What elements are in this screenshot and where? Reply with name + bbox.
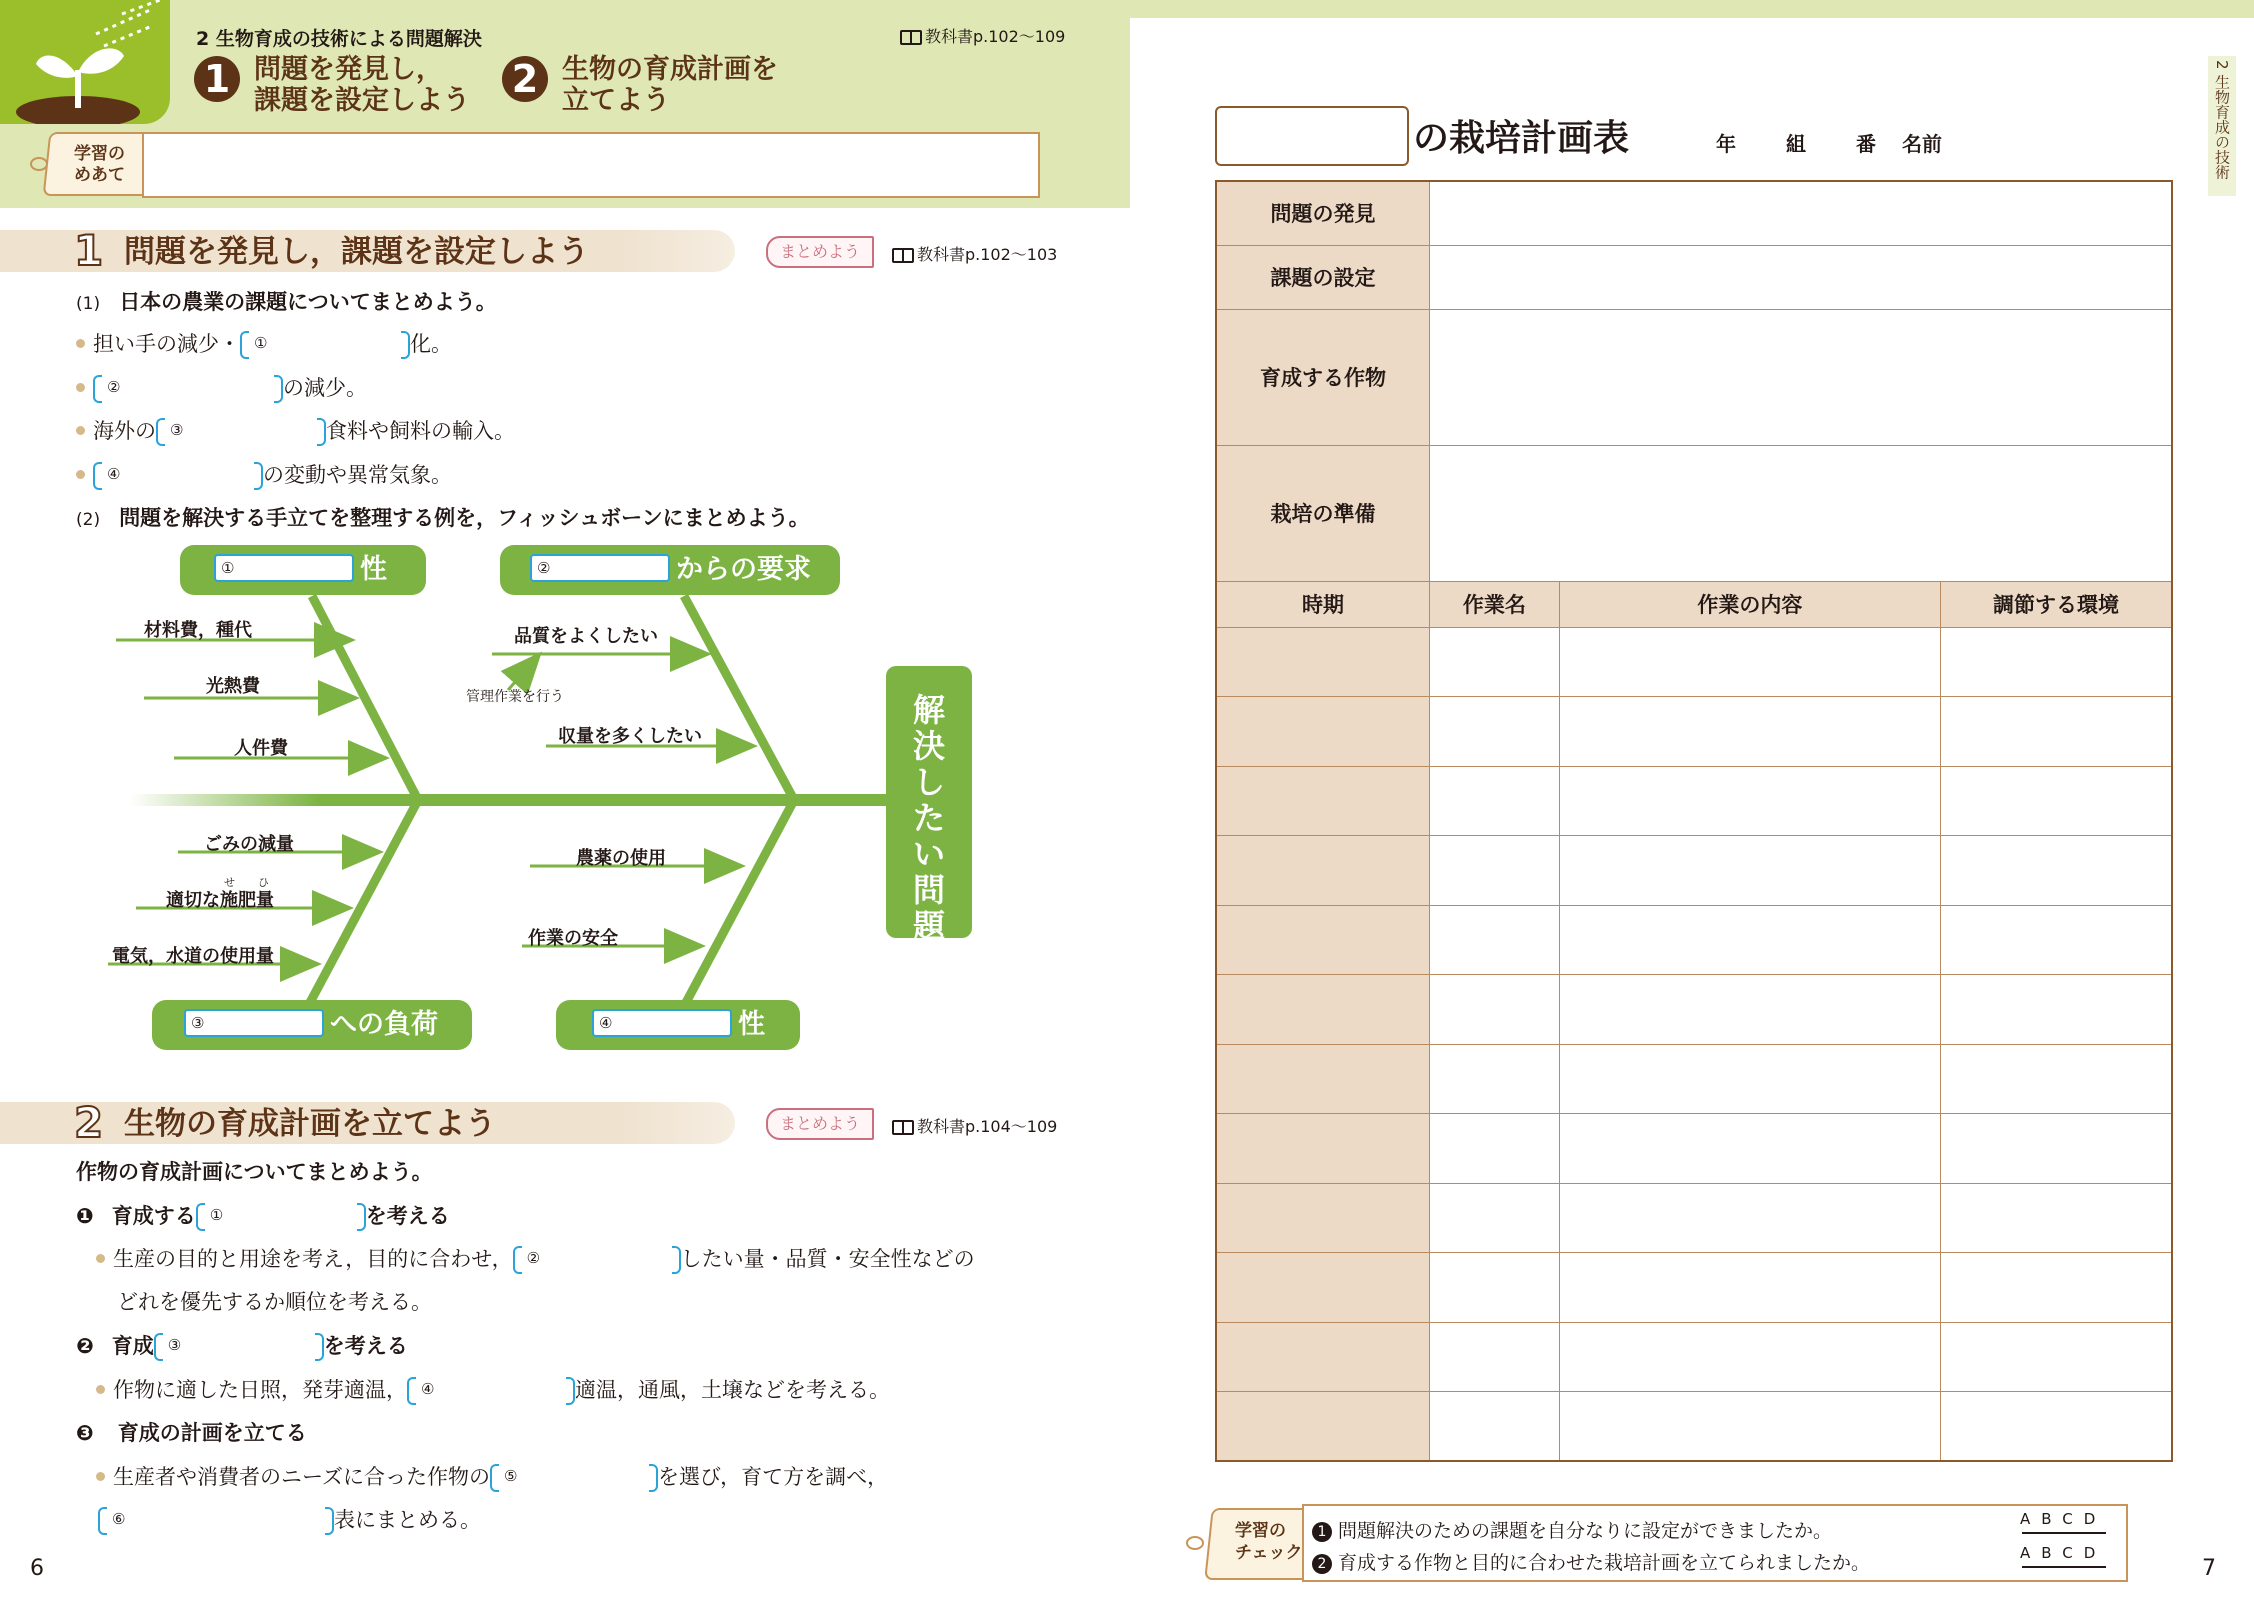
fishbone-goal-char: た (912, 799, 945, 837)
step-1-bullet-post: したい量・品質・安全性などの (680, 1247, 975, 1271)
check-rating-1[interactable]: ABCD (2020, 1510, 2107, 1528)
question-1-number: (1) (76, 294, 101, 314)
step-blank-3-number: ③ (167, 1336, 182, 1354)
schedule-cell[interactable] (1216, 766, 1430, 836)
schedule-cell[interactable] (1430, 697, 1560, 767)
tag-ring-icon (1186, 1536, 1204, 1550)
goal-label-line2: めあて (74, 165, 125, 185)
fishbone-blank-4-number: ④ (599, 1014, 613, 1032)
fishbone-goal-char: 解 (912, 691, 945, 729)
schedule-row (1216, 1322, 2172, 1392)
fishbone-category-1 (180, 545, 426, 595)
section-2-number: 2 (74, 1098, 104, 1147)
bullet-dot (96, 1472, 105, 1481)
fishbone-goal-char: 問 (912, 871, 945, 909)
step-1-post: を考える (365, 1204, 450, 1228)
check-label (1235, 1520, 1303, 1564)
check-item-1-text: 問題解決のための課題を自分なりに設定ができましたか。 (1338, 1520, 1833, 1542)
schedule-cell[interactable] (1940, 836, 2172, 906)
meta-number: 番 (1856, 132, 1876, 156)
schedule-cell[interactable] (1216, 1253, 1430, 1323)
label-safety1: 農薬の使用 (576, 848, 666, 869)
row-label-prep: 栽培の準備 (1216, 445, 1430, 581)
unit-kicker: 2 生物育成の技術による問題解決 (196, 28, 482, 50)
fishbone-blank-2[interactable] (530, 554, 670, 582)
step-2-bullet (96, 1374, 890, 1404)
schedule-row (1216, 1392, 2172, 1462)
step-2 (76, 1330, 408, 1360)
fishbone-blank-3[interactable] (184, 1009, 324, 1037)
step-3-text: 育成の計画を立てる (117, 1421, 307, 1445)
section-1-ref-text: 教科書p.102〜103 (917, 245, 1058, 264)
schedule-cell[interactable] (1559, 1322, 1940, 1392)
step-3-bullet (96, 1461, 888, 1491)
fishbone-goal-char: い (912, 835, 945, 873)
schedule-cell[interactable] (1430, 1114, 1560, 1184)
label-env3: 電気，水道の使用量 (112, 946, 274, 967)
schedule-cell[interactable] (1559, 1114, 1940, 1184)
fishbone-blank-1-number: ① (221, 559, 235, 577)
bullet-dot (96, 1385, 105, 1394)
heading-2-line2: 立てよう (562, 85, 670, 116)
heading-1-line2: 課題を設定しよう (254, 85, 470, 116)
schedule-cell[interactable] (1940, 975, 2172, 1045)
step-1-pre: 育成する (111, 1204, 196, 1228)
step-2-post: を考える (323, 1334, 408, 1358)
blank-3-number: ③ (170, 421, 184, 439)
fishbone-blank-4[interactable] (592, 1009, 732, 1037)
meta-name: 名前 (1902, 132, 1942, 156)
section-2-title: 生物の育成計画を立てよう (124, 1106, 496, 1142)
right-top-band (1130, 0, 2254, 18)
schedule-cell[interactable] (1940, 1322, 2172, 1392)
schedule-cell[interactable] (1216, 836, 1430, 906)
schedule-cell[interactable] (1216, 905, 1430, 975)
blank-1-number: ① (254, 334, 268, 352)
schedule-cell[interactable] (1559, 905, 1940, 975)
schedule-cell[interactable] (1430, 1183, 1560, 1253)
page-number-left: 6 (30, 1556, 44, 1581)
schedule-row (1216, 697, 2172, 767)
fishbone-goal-text (886, 666, 972, 944)
step-1 (76, 1200, 450, 1230)
step-blank-4[interactable] (407, 1377, 575, 1403)
fishbone-goal-char: 題 (912, 907, 945, 945)
col-header-env: 調節する環境 (1940, 581, 2172, 627)
schedule-cell[interactable] (1430, 1392, 1560, 1462)
schedule-row (1216, 1183, 2172, 1253)
fishbone-blank-3-number: ③ (191, 1014, 205, 1032)
fishbone-category-1-text: 性 (360, 554, 387, 585)
step-blank-1[interactable] (196, 1203, 366, 1229)
schedule-cell[interactable] (1559, 1392, 1940, 1462)
step-1-bullet (96, 1243, 975, 1273)
schedule-cell[interactable] (1430, 905, 1560, 975)
question-2-text: 問題を解決する手立てを整理する例を，フィッシュボーンにまとめよう。 (119, 506, 810, 530)
arrow-management (508, 656, 538, 690)
check-rating-2-scale (2022, 1566, 2106, 1568)
schedule-cell[interactable] (1559, 1044, 1940, 1114)
schedule-rows (1216, 627, 2172, 1461)
rib-upper-right (684, 596, 792, 796)
schedule-cell[interactable] (1559, 836, 1940, 906)
schedule-cell[interactable] (1559, 1253, 1940, 1323)
step-blank-5-number: ⑤ (503, 1467, 518, 1485)
schedule-cell[interactable] (1559, 627, 1940, 697)
section-2-ref (892, 1114, 1057, 1137)
schedule-cell[interactable] (1216, 1183, 1430, 1253)
fishbone-blank-2-number: ② (537, 559, 551, 577)
bullet-1-post: 化。 (410, 332, 452, 356)
fishbone-category-4 (556, 1000, 800, 1050)
schedule-cell[interactable] (1940, 1044, 2172, 1114)
schedule-row (1216, 905, 2172, 975)
step-blank-3[interactable] (154, 1333, 324, 1359)
textbook-ref-text: 教科書p.102〜109 (925, 27, 1066, 46)
question-1-text: 日本の農業の課題についてまとめよう。 (119, 290, 497, 314)
schedule-cell[interactable] (1216, 975, 1430, 1045)
bullet-4-post: の変動や異常気象。 (263, 463, 452, 487)
bullet-dot (96, 1254, 105, 1263)
check-item-2 (1312, 1548, 1870, 1575)
step-blank-2[interactable] (513, 1246, 681, 1272)
schedule-row (1216, 766, 2172, 836)
step-2-pre: 育成 (111, 1334, 154, 1358)
schedule-cell[interactable] (1430, 1044, 1560, 1114)
schedule-cell[interactable] (1216, 1392, 1430, 1462)
step-blank-4-number: ④ (421, 1380, 435, 1398)
book-icon (892, 1120, 914, 1135)
blank-4-number: ④ (107, 465, 121, 483)
meta-class: 組 (1786, 132, 1806, 156)
bullet-1-pre: 担い手の減少・ (93, 332, 240, 356)
fishbone-goal-char: 決 (912, 727, 945, 765)
label-management: 管理作業を行う (466, 689, 564, 705)
schedule-cell[interactable] (1430, 836, 1560, 906)
step-1-bullet-line2: どれを優先するか順位を考える。 (117, 1290, 432, 1314)
step-2-number: ❷ (76, 1334, 94, 1358)
rib-lower-right (682, 804, 792, 1010)
section-1-title: 問題を発見し，課題を設定しよう (124, 234, 589, 270)
check-label-line1: 学習の (1235, 1521, 1286, 1541)
step-3-bullet-line2-post: 表にまとめる。 (334, 1508, 481, 1532)
schedule-cell[interactable] (1559, 697, 1940, 767)
bullet-3-post: 食料や飼料の輸入。 (326, 419, 515, 443)
label-env2-ruby: せ ひ (224, 876, 275, 889)
plan-title: の栽培計画表 (1413, 118, 1630, 159)
label-env1: ごみの減量 (204, 834, 294, 855)
section-2-ref-text: 教科書p.104〜109 (917, 1117, 1058, 1136)
fishbone-goal-char: し (912, 763, 945, 801)
label-safety2: 作業の安全 (528, 928, 618, 949)
task-cell[interactable] (1430, 245, 2172, 309)
fishbone-category-3 (152, 1000, 472, 1050)
fishbone-spine (130, 794, 890, 806)
schedule-cell[interactable] (1940, 1183, 2172, 1253)
schedule-cell[interactable] (1559, 1183, 1940, 1253)
step-3-number: ❸ (76, 1421, 94, 1445)
heading-number-2: 2 (502, 56, 548, 102)
schedule-cell[interactable] (1216, 1044, 1430, 1114)
label-env2: 適切な施肥量 (166, 890, 274, 911)
step-3-bullet-line2 (98, 1504, 481, 1534)
schedule-row (1216, 836, 2172, 906)
step-1-number: ❶ (76, 1204, 94, 1228)
check-item-1 (1312, 1516, 1832, 1543)
schedule-cell[interactable] (1430, 766, 1560, 836)
schedule-row (1216, 1044, 2172, 1114)
fishbone-blank-1[interactable] (214, 554, 354, 582)
schedule-cell[interactable] (1940, 766, 2172, 836)
section-1-number: 1 (74, 226, 104, 275)
crop-cell[interactable] (1430, 309, 2172, 445)
label-cost2: 光熱費 (206, 676, 260, 697)
schedule-cell[interactable] (1430, 627, 1560, 697)
cultivation-plan-table (1215, 180, 2173, 1462)
step-blank-6[interactable] (98, 1507, 334, 1533)
meta-year: 年 (1716, 132, 1736, 156)
heading-2-line1: 生物の育成計画を (562, 54, 778, 85)
blank-2-number: ② (107, 378, 121, 396)
check-rating-2[interactable]: ABCD (2020, 1544, 2107, 1562)
crop-name-input[interactable] (1215, 106, 1409, 166)
schedule-cell[interactable] (1559, 766, 1940, 836)
heading-number-1: 1 (194, 56, 240, 102)
schedule-cell[interactable] (1940, 1253, 2172, 1323)
step-3 (76, 1417, 307, 1447)
schedule-row (1216, 1253, 2172, 1323)
fishbone-category-3-text: への負荷 (330, 1009, 438, 1040)
schedule-cell[interactable] (1216, 627, 1430, 697)
schedule-cell[interactable] (1216, 1322, 1430, 1392)
fishbone-goal-box (886, 666, 972, 945)
schedule-row (1216, 1114, 2172, 1184)
prep-cell[interactable] (1430, 445, 2172, 581)
schedule-row (1216, 627, 2172, 697)
check-item-1-number: 1 (1312, 1522, 1332, 1542)
check-label-line2: チェック (1235, 1543, 1303, 1563)
col-header-period: 時期 (1216, 581, 1430, 627)
schedule-cell[interactable] (1430, 1322, 1560, 1392)
check-item-2-text: 育成する作物と目的に合わせた栽培計画を立てられましたか。 (1338, 1552, 1871, 1574)
schedule-cell[interactable] (1940, 905, 2172, 975)
section-1-summary-tag: まとめよう (766, 236, 874, 268)
row-label-task: 課題の設定 (1216, 245, 1430, 309)
section-2-intro: 作物の育成計画についてまとめよう。 (76, 1160, 433, 1184)
check-rating-1-scale (2022, 1532, 2106, 1534)
heading-1-line1: 問題を発見し， (254, 54, 443, 85)
schedule-row (1216, 975, 2172, 1045)
step-blank-1-number: ① (209, 1206, 224, 1224)
question-2-number: (2) (76, 510, 101, 530)
step-blank-5[interactable] (490, 1464, 658, 1490)
col-header-work: 作業名 (1430, 581, 1560, 627)
label-yield: 収量を多くしたい (558, 726, 702, 747)
schedule-cell[interactable] (1216, 1114, 1430, 1184)
step-3-bullet-post: を選び，育て方を調べ， (657, 1465, 889, 1489)
label-cost3: 人件費 (234, 738, 288, 759)
row-label-discovery: 問題の発見 (1216, 181, 1430, 245)
side-tab-text: 2 生物育成の技術 (2213, 60, 2231, 180)
schedule-cell[interactable] (1559, 975, 1940, 1045)
step-1-bullet-pre: 生産の目的と用途を考え，目的に合わせ， (113, 1247, 513, 1271)
fishbone-category-4-text: 性 (738, 1009, 765, 1040)
schedule-cell[interactable] (1940, 697, 2172, 767)
discovery-cell[interactable] (1430, 181, 2172, 245)
step-blank-2-number: ② (526, 1249, 541, 1267)
section-2-summary-tag: まとめよう (766, 1108, 874, 1140)
bullet-3-pre: 海外の (93, 419, 156, 443)
bullet-2-post: の減少。 (283, 376, 367, 400)
step-2-bullet-post: 適温，通風，土壌などを考える。 (575, 1378, 890, 1402)
step-2-bullet-pre: 作物に適した日照，発芽適温， (113, 1378, 407, 1402)
schedule-cell[interactable] (1430, 975, 1560, 1045)
rib-upper-left (312, 596, 416, 796)
schedule-cell[interactable] (1216, 697, 1430, 767)
fishbone-category-2-text: からの要求 (676, 554, 811, 585)
goal-label-line1: 学習の (74, 144, 125, 164)
page-number-right: 7 (2202, 1556, 2216, 1581)
schedule-cell[interactable] (1940, 1392, 2172, 1462)
fishbone-category-2 (500, 545, 840, 595)
col-header-content: 作業の内容 (1559, 581, 1940, 627)
label-cost1: 材料費，種代 (144, 620, 252, 641)
check-item-2-number: 2 (1312, 1554, 1332, 1574)
schedule-cell[interactable] (1940, 1114, 2172, 1184)
step-3-bullet-pre: 生産者や消費者のニーズに合った作物の (113, 1465, 490, 1489)
row-label-crop: 育成する作物 (1216, 309, 1430, 445)
schedule-cell[interactable] (1430, 1253, 1560, 1323)
step-blank-6-number: ⑥ (112, 1510, 126, 1528)
schedule-cell[interactable] (1940, 627, 2172, 697)
label-quality: 品質をよくしたい (514, 626, 658, 647)
